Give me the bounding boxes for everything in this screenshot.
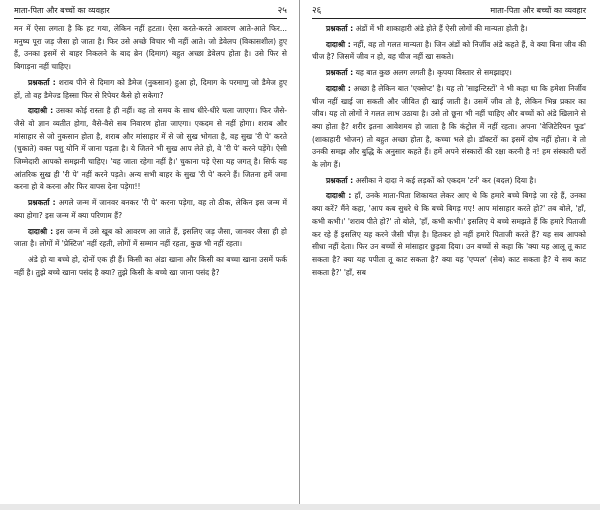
page-bottom-edge [0, 504, 600, 510]
paragraph-text: अंडों में भी शाकाहारी अंडे होते हैं ऐसी लोगों की मान्यता होती है। [355, 24, 528, 33]
right-paragraph-2 [312, 39, 586, 64]
right-paragraph-6 [312, 190, 586, 279]
paragraph-text: हाँ, उनके माता-पिता शिकायत लेकर आए थे कि हमारे बच्चे बिगड़े जा रहे हैं, उनका क्या करें? मैंने कहा, 'आप कब सुधरे थे कि बच्चे बिगड़ गए! आप मांसाहार करते हो?' तब बोले, 'हाँ, कभी कभी।' 'शराब पीते हो?' तो बोले, 'हाँ, कभी कभी।' इसलिए ये बच्चे समझते हैं कि हमारे पिताजी कर रहे हैं इसलिए यह करने जैसी चीज़ है। हितकर हो नहीं हमारे पिताजी करते हैं? यह सब आपको सीधा नहीं देता। फिर उन बच्चों से मांसाहार छुड़वा दिया। उन बच्चों से कहा कि 'क्या यह आलू तू काट सकता है? क्या यह पपीता तू काट सकता है? क्या यह 'एप्पल' (सेब) काट सकता है? ये सब काट सकता है?' 'हाँ, सब [312, 191, 586, 277]
left-header-title: माता-पिता और बच्चों का व्यवहार [14, 6, 110, 15]
left-page-header [14, 6, 287, 19]
speaker-label: प्रश्नकर्ता : [326, 175, 354, 185]
speaker-label: दादाश्री : [28, 226, 54, 236]
left-paragraph-1 [14, 23, 287, 74]
right-page-header [312, 6, 586, 19]
speaker-label: दादाश्री : [326, 191, 352, 201]
speaker-label: प्रश्नकर्ता : [326, 68, 354, 78]
speaker-label: दादाश्री : [326, 83, 351, 93]
left-paragraph-5 [14, 226, 287, 251]
left-paragraph-6 [14, 254, 287, 279]
speaker-label: दादाश्री : [326, 39, 351, 49]
paragraph-text: उसका कोई रास्ता है ही नहीं। वह तो समय के साथ धीरे-धीरे चला जाएगा। फिर जैसे-जैसे वो ज्ञान व्यतीत होगा, वैसे-वैसे सब निवारण होता जाएगा। एकदम से नहीं होगा। शराब और मांसाहार से जो नुकसान होता है, शराब और मांसाहार में से जो सुख भोगता है, वह सुख 'री पे' करते (चुकाते) वक्त पशु योनि में जाना पड़ता है। ये जितने भी सुख आप लेते हो, वे 'री पे' करने पड़ेंगे। ऐसी जिम्मेदारी आपको समझनी चाहिए। 'यह जाता रहेगा नहीं है।' चुकाना पड़े ऐसा यह जगत् है। सिर्फ यह आंतरिक सुख ही 'री पे' नहीं करने पड़ते। अन्य सभी बाहर के सुख 'री पे' करने हैं। जितना हमें जमा करना हो वे करना और फिर वापस देना पड़ेगा!! [14, 106, 288, 192]
left-paragraph-3 [14, 105, 287, 194]
paragraph-text: इस जन्म में उसे खूब को आवरण आ जाते हैं, इसलिए जड़ जैसा, जानवर जैसा ही हो जाता है। लोगों में 'प्रेस्टिज' नहीं रहती, लोगों में सम्मान नहीं रहता, कुछ भी नहीं रहता। [14, 226, 287, 249]
paragraph-text: नहीं, वह तो गलत मान्यता है। जिन अंडों को निर्जीव अंडे कहते हैं, वे क्या बिना जीव की चीज है? जिसमें जीव न हो, वह चीज नहीं खा सकते। [312, 39, 587, 62]
paragraph-text: यह बात कुछ अलग लगती है। कृपया विस्तार से समझाइए। [355, 68, 512, 78]
right-paragraph-4 [312, 83, 586, 172]
speaker-label: प्रश्नकर्ता : [28, 77, 56, 87]
paragraph-text: अंडे हो या बच्चे हो, दोनों एक ही हैं। किसी का अंडा खाना और किसी का बच्चा खाना उसमें फर्क नहीं है। तुझे बच्चे खाना पसंद है क्या? तुझे किसी के बच्चे खा जाना पसंद है? [14, 254, 287, 277]
paragraph-text: अगले जन्म में जानवर बनकर 'री पे' करना पड़ेगा, वह तो ठीक, लेकिन इस जन्म में क्या होगा? इस जन्म में क्या परिणाम हैं? [14, 198, 287, 220]
paragraph-text: अच्छा है लेकिन बात 'एक्सेप्ट' है। यह तो 'साइन्टिस्टों' ने भी कहा था कि हमेशा निर्जीव चीज नहीं खाई जा सकती और जीवित ही खाई जाती है। उसमें जीव तो है, लेकिन भिन्न प्रकार का जीव। यह तो लोगों ने गलत लाभ उठाया है। उसे तो छूना भी नहीं चाहिए और बच्चों को अंडे खिलाने से क्या होता है? शरीर इतना आवेशमय हो जाता है कि कंट्रोल में नहीं रहता। अपना 'वेजिटेरियन फूड' (शाकाहारी भोजन) तो बहुत अच्छा होता है, कच्चा भले हो। डॉक्टरों का इसमें दोष नहीं होता। वे तो उनकी समझ और बुद्धि के अनुसार कहते हैं। हमें अपने संस्कारों की रक्षा करनी है न! हम संस्कारी घरों के लोग हैं। [312, 83, 587, 170]
right-paragraph-5 [312, 175, 586, 188]
right-header-title: माता-पिता और बच्चों का व्यवहार [490, 6, 586, 15]
left-page-number: २५ [277, 6, 287, 16]
speaker-label: प्रश्नकर्ता : [326, 24, 354, 33]
left-paragraph-2 [14, 77, 287, 102]
right-page-number: २६ [312, 6, 322, 16]
right-paragraph-1 [312, 23, 586, 36]
paragraph-text: शराब पीने से दिमाग को डैमेज (नुकसान) हुआ हो, दिमाग के परमाणु जो डैमेज हुए हों, तो वह डैमेज्ड हिस्सा फिर से रिपेयर कैसे हो सकेगा? [14, 77, 287, 100]
paragraph-text: असीका ने दादा ने कई लड़कों को एकदम 'टर्न' कर (बदल) दिया है। [355, 175, 537, 185]
right-paragraph-3 [312, 67, 586, 80]
speaker-label: प्रश्नकर्ता : [28, 198, 56, 208]
speaker-label: दादाश्री : [28, 106, 54, 116]
left-paragraph-4 [14, 197, 287, 222]
paragraph-text: मन में ऐसा लगता है कि हट गया, लेकिन नहीं हटता। ऐसा करते-करते आवरण आते-आते फिर... मनुष्य पूरा जड़ जैसा हो जाता है। फिर उसे अच्छे विचार भी नहीं आते। जो डेवेलप (विकासशील) हुए हैं, उनका इसमें से बाहर निकलने के बाद ब्रेन (दिमाग) बहुत अच्छा डेवेलप होता है। उसे फिर से बिगाड़ना नहीं चाहिए। [14, 24, 287, 72]
right-page [300, 0, 600, 510]
